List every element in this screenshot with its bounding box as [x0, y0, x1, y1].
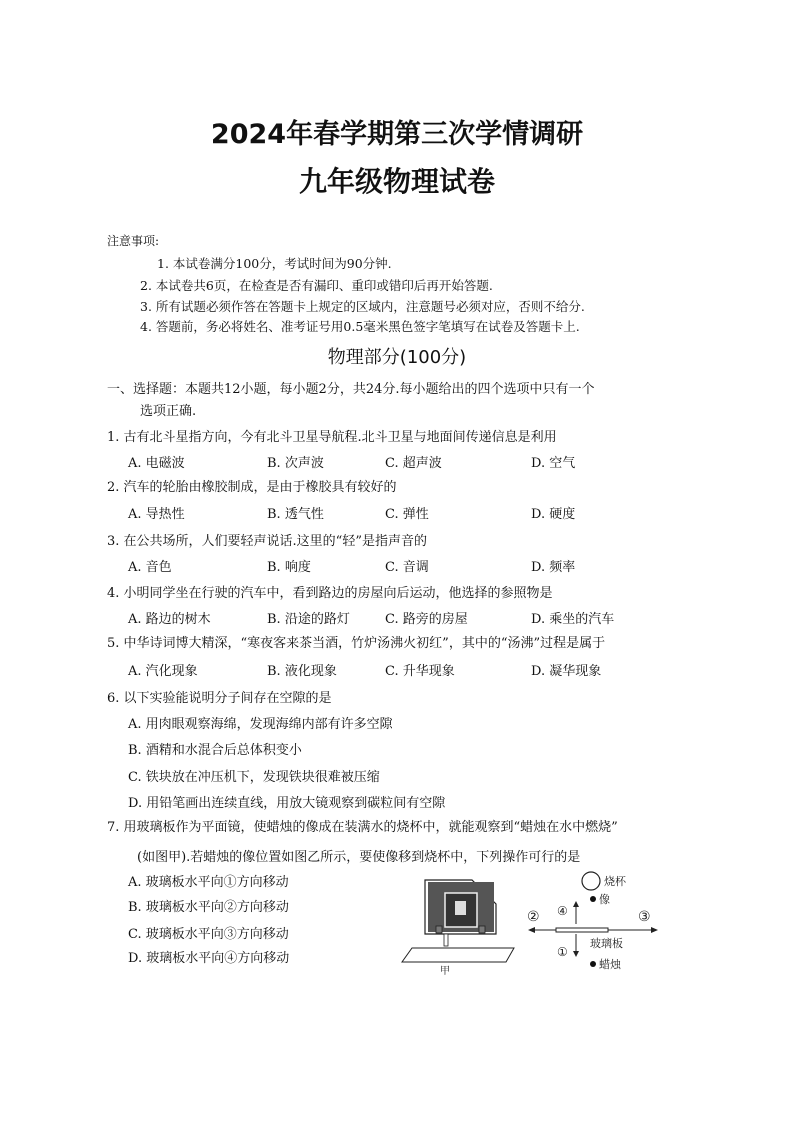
question-stem: 6. 以下实验能说明分子间存在空隙的是 [107, 691, 332, 706]
arrow-right-head [651, 927, 658, 933]
part-instructions-cont: 选项正确. [140, 404, 197, 419]
stand-right [479, 926, 485, 933]
question-stem: 1. 古有北斗星指方向，今有北斗卫星导航程.北斗卫星与地面间传递信息是利用 [107, 430, 557, 445]
question-stem: 7. 用玻璃板作为平面镜，使蜡烛的像成在装满水的烧杯中，就能观察到“蜡烛在水中燃烧” [107, 820, 618, 835]
direction-1: ① [557, 945, 568, 959]
figure-jia [400, 876, 520, 976]
glass-plate-mark [556, 928, 608, 932]
option-a[interactable]: A. 路边的树木 [128, 612, 211, 627]
option-c[interactable]: C. 超声波 [385, 456, 442, 471]
beaker-label: 烧杯 [604, 875, 626, 888]
option-a[interactable]: A. 导热性 [128, 507, 185, 522]
option-c[interactable]: C. 玻璃板水平向③方向移动 [128, 927, 289, 942]
candle-image-drawing [455, 901, 466, 915]
figure-yi [524, 868, 664, 974]
note-item: 1. 本试卷满分100分，考试时间为90分钟. [157, 256, 392, 271]
exam-title: 2024年春学期第三次学情调研 [210, 119, 584, 150]
direction-2: ② [527, 909, 540, 925]
notes-heading: 注意事项: [107, 234, 160, 248]
stand-left [436, 926, 442, 933]
option-b[interactable]: B. 玻璃板水平向②方向移动 [128, 900, 289, 915]
beaker-circle [582, 872, 600, 890]
option-c[interactable]: C. 升华现象 [385, 664, 455, 679]
note-item: 3. 所有试题必须作答在答题卡上规定的区域内，注意题号必须对应，否则不给分. [140, 299, 585, 314]
direction-3: ③ [638, 909, 651, 925]
option-b[interactable]: B. 沿途的路灯 [267, 612, 350, 627]
question-stem: 3. 在公共场所，人们要轻声说话.这里的“轻”是指声音的 [107, 534, 427, 549]
option-a[interactable]: A. 音色 [128, 560, 172, 575]
option-b[interactable]: B. 次声波 [267, 456, 324, 471]
note-item: 4. 答题前，务必将姓名、准考证号用0.5毫米黑色签字笔填写在试卷及答题卡上. [140, 319, 580, 334]
option-d[interactable]: D. 用铅笔画出连续直线，用放大镜观察到碳粒间有空隙 [128, 796, 446, 811]
option-c[interactable]: C. 铁块放在冲压机下，发现铁块很难被压缩 [128, 770, 380, 785]
option-d[interactable]: D. 凝华现象 [531, 664, 602, 679]
question-stem: 5. 中华诗词博大精深，“寒夜客来茶当酒，竹炉汤沸火初红”，其中的“汤沸”过程是属于 [107, 636, 606, 651]
glass-label: 玻璃板 [590, 937, 623, 950]
option-c[interactable]: C. 音调 [385, 560, 429, 575]
direction-4: ④ [557, 904, 568, 918]
candle-label: 蜡烛 [599, 958, 621, 971]
option-d[interactable]: D. 硬度 [531, 507, 576, 522]
section-title: 物理部分(100分) [327, 347, 467, 368]
option-b[interactable]: B. 酒精和水混合后总体积变小 [128, 743, 302, 758]
option-d[interactable]: D. 频率 [531, 560, 576, 575]
arrow-down-head [573, 951, 579, 957]
candle-drawing [444, 934, 448, 946]
option-d[interactable]: D. 乘坐的汽车 [531, 612, 615, 627]
exam-subtitle: 九年级物理试卷 [298, 165, 495, 198]
option-a[interactable]: A. 用肉眼观察海绵，发现海绵内部有许多空隙 [128, 717, 393, 732]
option-a[interactable]: A. 汽化现象 [128, 664, 198, 679]
option-d[interactable]: D. 空气 [531, 456, 576, 471]
arrow-left-head [528, 927, 535, 933]
option-b[interactable]: B. 液化现象 [267, 664, 337, 679]
note-item: 2. 本试卷共6页，在检查是否有漏印、重印或错印后再开始答题. [140, 278, 493, 293]
option-d[interactable]: D. 玻璃板水平向④方向移动 [128, 951, 290, 966]
candle-dot [590, 961, 596, 967]
arrow-up-head [573, 901, 579, 907]
part-instructions: 一、选择题：本题共12小题，每小题2分，共24分.每小题给出的四个选项中只有一个 [107, 382, 595, 397]
option-a[interactable]: A. 玻璃板水平向①方向移动 [128, 875, 289, 890]
table-surface [402, 948, 514, 962]
image-label: 像 [599, 893, 610, 906]
question-stem: 2. 汽车的轮胎由橡胶制成，是由于橡胶具有较好的 [107, 480, 397, 495]
option-b[interactable]: B. 透气性 [267, 507, 324, 522]
option-c[interactable]: C. 路旁的房屋 [385, 612, 468, 627]
question-stem: 4. 小明同学坐在行驶的汽车中，看到路边的房屋向后运动，他选择的参照物是 [107, 586, 553, 601]
image-dot [590, 896, 596, 902]
option-a[interactable]: A. 电磁波 [128, 456, 185, 471]
option-c[interactable]: C. 弹性 [385, 507, 429, 522]
figure-caption-jia: 甲 [440, 966, 450, 976]
option-b[interactable]: B. 响度 [267, 560, 311, 575]
question-stem-cont: (如图甲).若蜡烛的像位置如图乙所示，要使像移到烧杯中，下列操作可行的是 [137, 850, 581, 865]
